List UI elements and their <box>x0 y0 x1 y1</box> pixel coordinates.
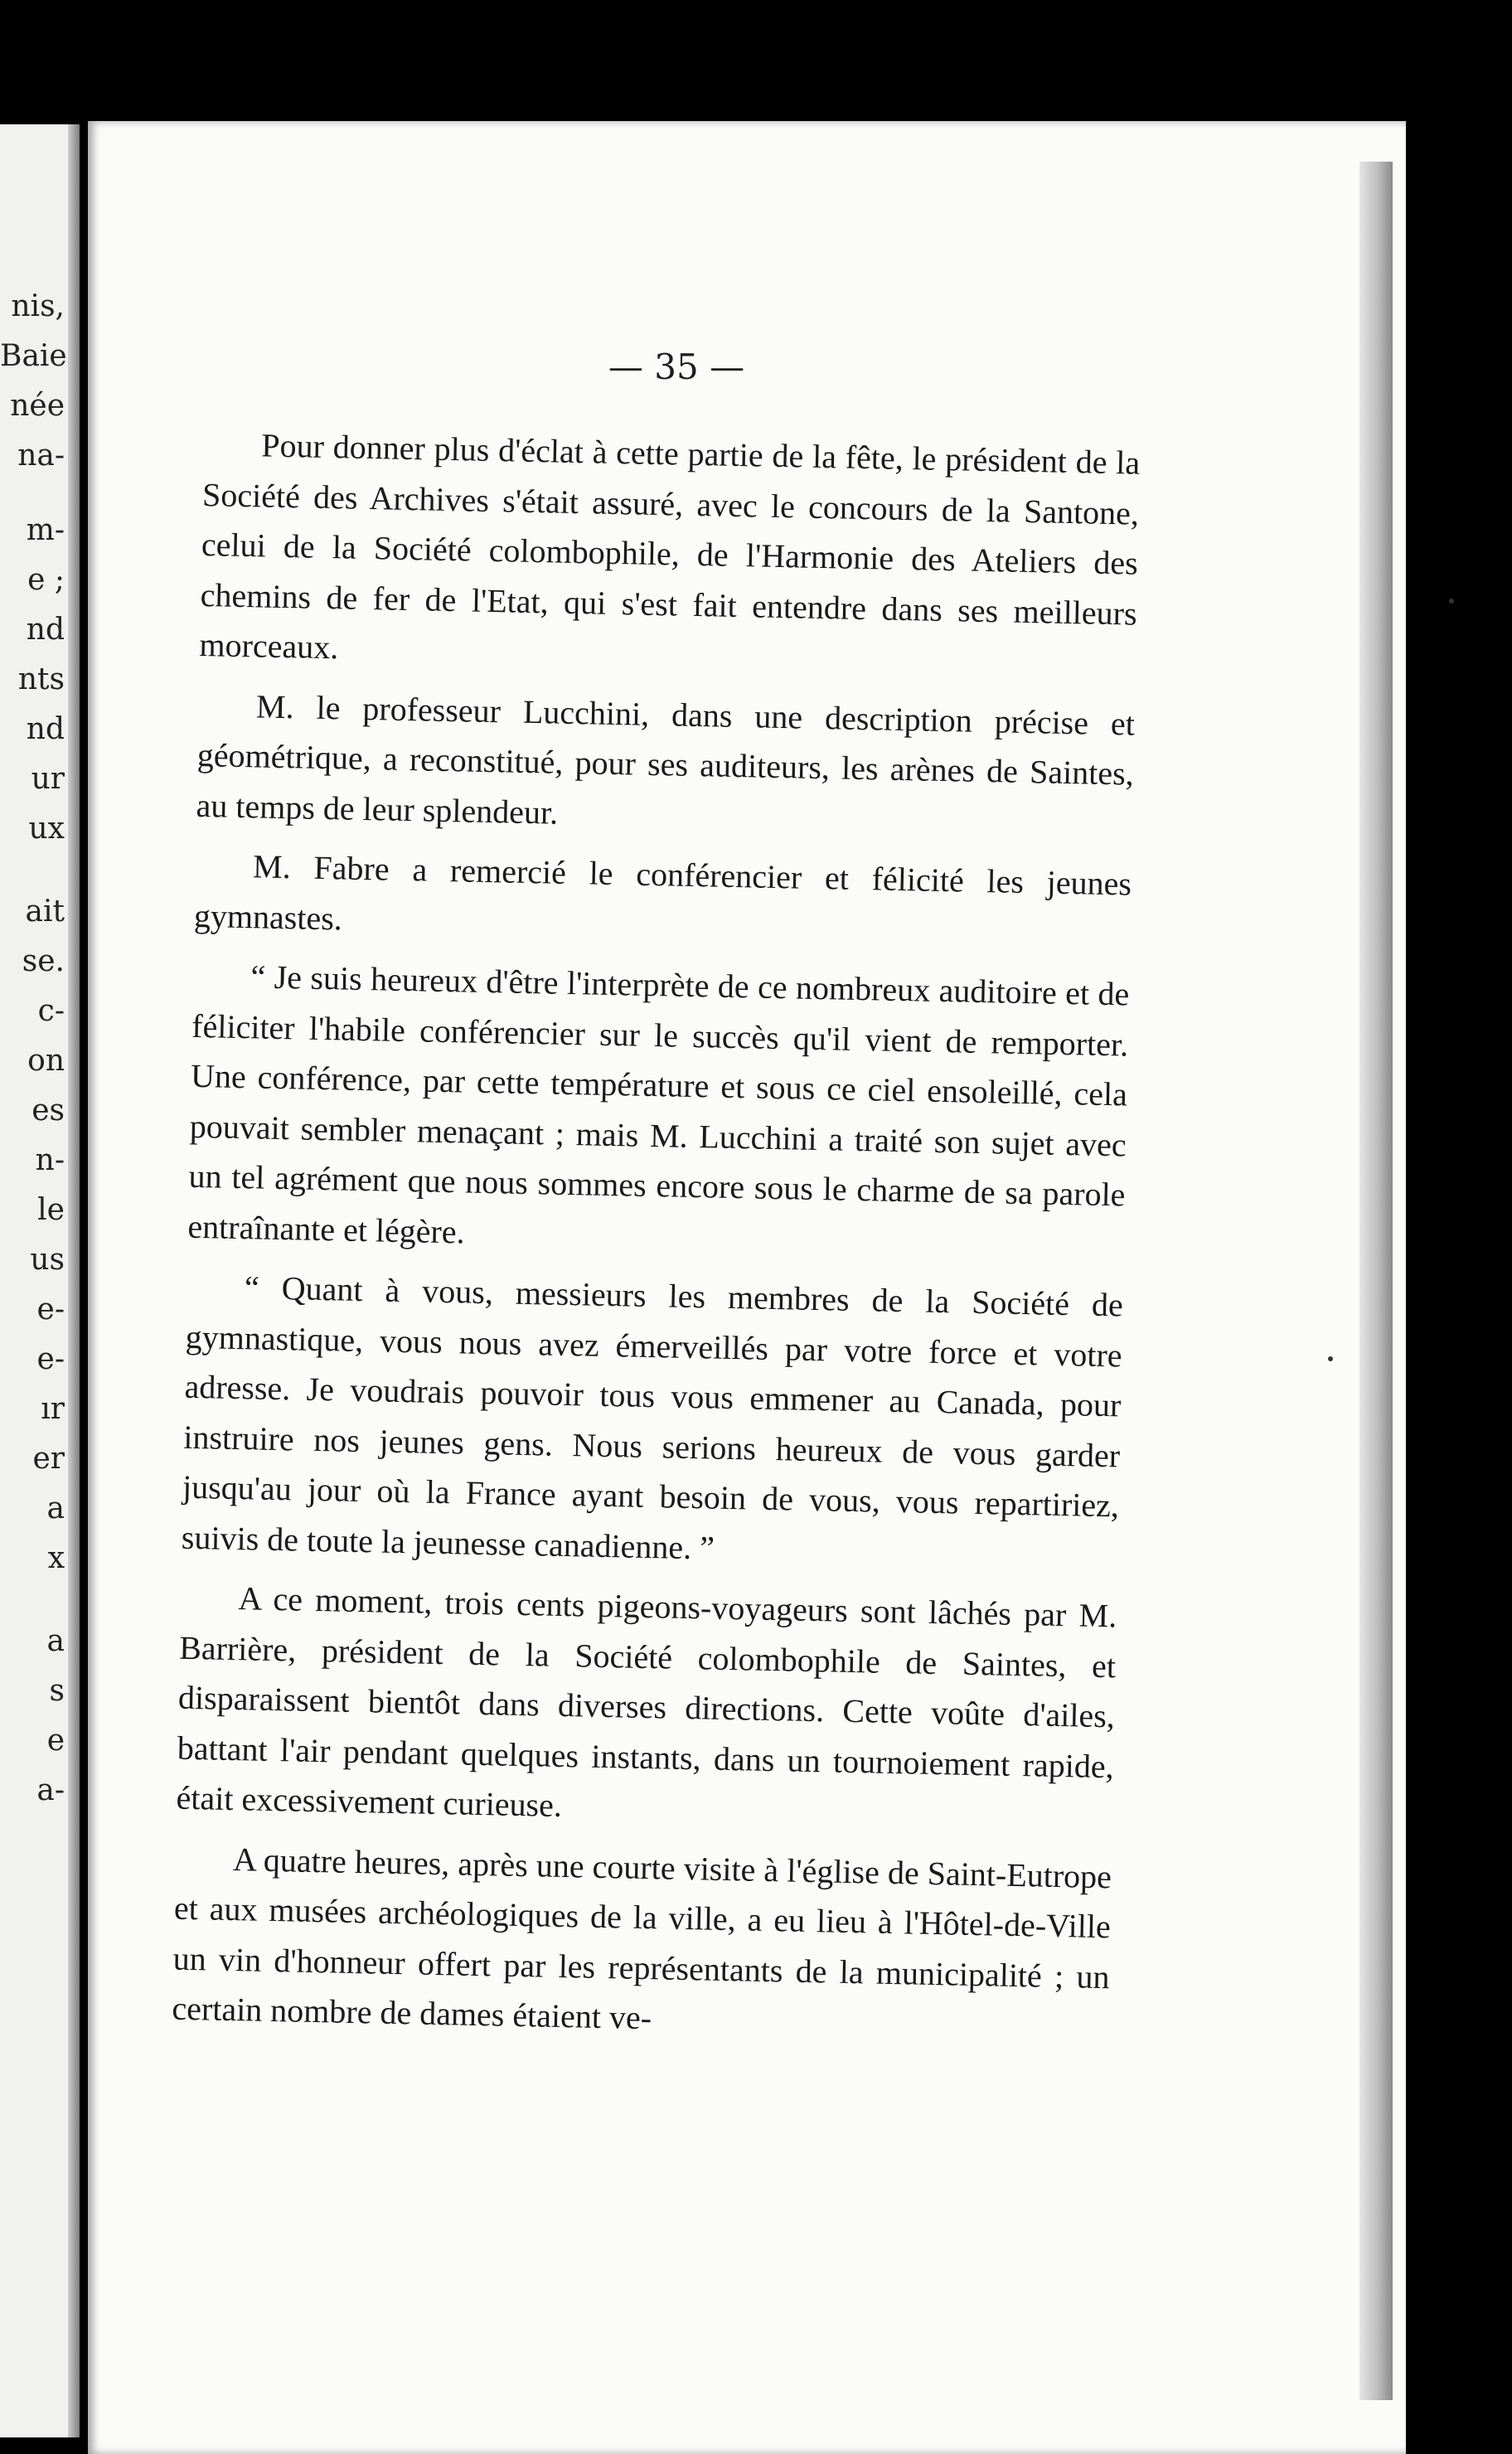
paragraph-pigeons: A ce moment, trois cents pigeons-voyageurs sont lâchés par M. Barrière, président de la Société colombophile de Saintes, et disparaissent bientôt dans diverses directions. Cette voûte d'ailes, battant l'air pendant quelques instants, dans un tournoiement rapide, était excessivement curieuse. <box>176 1579 1117 1825</box>
paragraph-lucchini: M. le professeur Lucchini, dans une description précise et géométrique, a reconstitué, pour ses auditeurs, les arènes de Saintes, au temps de leur splendeur. <box>196 686 1136 832</box>
paragraph-fabre: M. Fabre a remercié le conférencier et félicité les jeunes gymnastes. <box>193 847 1132 937</box>
left-page-fragment: Baie <box>0 339 67 373</box>
left-page-fragment: ır <box>41 1392 65 1426</box>
left-page-fragment: née <box>10 389 65 423</box>
left-page-fragment: a <box>46 1491 65 1525</box>
page-edge-shadow <box>1359 162 1393 2400</box>
left-page-fragment: es <box>32 1094 65 1128</box>
left-page-fragment: nd <box>26 613 65 647</box>
left-page-fragment: nis, <box>11 289 65 323</box>
left-page-fragment: ait <box>25 895 65 929</box>
paragraph-speech-1: “ Je suis heureux d'être l'interprète de ce nombreux auditoire et de féliciter l'habile conférencier sur le succès qu'il vient de remporter. Une conférence, par cette température et sous ce ciel ensoleillé, cela pouvait sembler menaçant ; mais M. Lucchini a traité son sujet avec un tel agrément que nous sommes encore sous le charme de sa parole entraînante et légère. <box>187 958 1130 1251</box>
left-page-fragment: le <box>37 1193 65 1227</box>
left-page-fragment: er <box>32 1442 65 1476</box>
left-facing-page <box>0 124 80 2437</box>
paragraph-fete: Pour donner plus d'éclat à cette partie de la fête, le président de la Société des Archives s'était assuré, avec le concours de la Santone, celui de la Société colombophile, de l'Harmonie des Ateliers des chemins de fer de l'Etat, qui s'est fait entendre dans ses meilleurs morceaux. <box>199 426 1141 667</box>
dust-speck <box>1328 1356 1333 1361</box>
left-page-fragment: s <box>49 1674 65 1708</box>
left-page-fragment: c- <box>37 994 65 1028</box>
book-page <box>88 121 1406 2454</box>
left-page-fragment: a- <box>36 1773 65 1807</box>
left-page-fragment: e- <box>36 1342 65 1376</box>
left-page-fragment: nts <box>17 662 65 696</box>
left-page-fragment: e- <box>36 1292 65 1326</box>
paragraph-speech-2: “ Quant à vous, messieurs les membres de la Société de gymnastique, vous nous avez émerveillés par votre force et votre adresse. Je voudrais pouvoir tous vous emmener au Canada, pour instruire nos jeunes gens. Nous serions heureux de vous garder jusqu'au jour où la France ayant besoin de vous, vous repartiriez, suivis de toute la jeunesse canadienne. ” <box>181 1268 1124 1567</box>
left-page-fragment: nd <box>26 712 65 746</box>
dust-speck <box>1449 599 1454 604</box>
paragraph-vin-honneur: A quatre heures, après une courte visite à l'église de Saint-Eutrope et aux musées archéologiques de la ville, a eu lieu à l'Hôtel-de-Ville un vin d'honneur offert par les représentants de la municipalité ; un certain nombre de dames étaient ve- <box>172 1840 1112 2037</box>
left-page-gutter <box>68 124 80 2437</box>
left-page-fragment: ur <box>31 762 65 796</box>
page-body <box>172 420 1141 2063</box>
left-page-fragment: ux <box>28 812 65 846</box>
left-page-fragment: e <box>46 1724 65 1758</box>
left-page-fragment: na- <box>17 439 65 473</box>
left-page-fragment: n- <box>35 1143 65 1177</box>
left-page-fragment: on <box>27 1044 65 1078</box>
left-page-fragment: se. <box>22 944 65 978</box>
left-page-fragment: a <box>46 1624 65 1658</box>
page-number: — 35 — <box>608 347 745 387</box>
left-page-fragment: m- <box>26 513 65 547</box>
left-page-fragment: x <box>47 1541 65 1575</box>
left-page-fragment: e ; <box>27 563 65 597</box>
left-page-fragment: us <box>30 1243 65 1277</box>
